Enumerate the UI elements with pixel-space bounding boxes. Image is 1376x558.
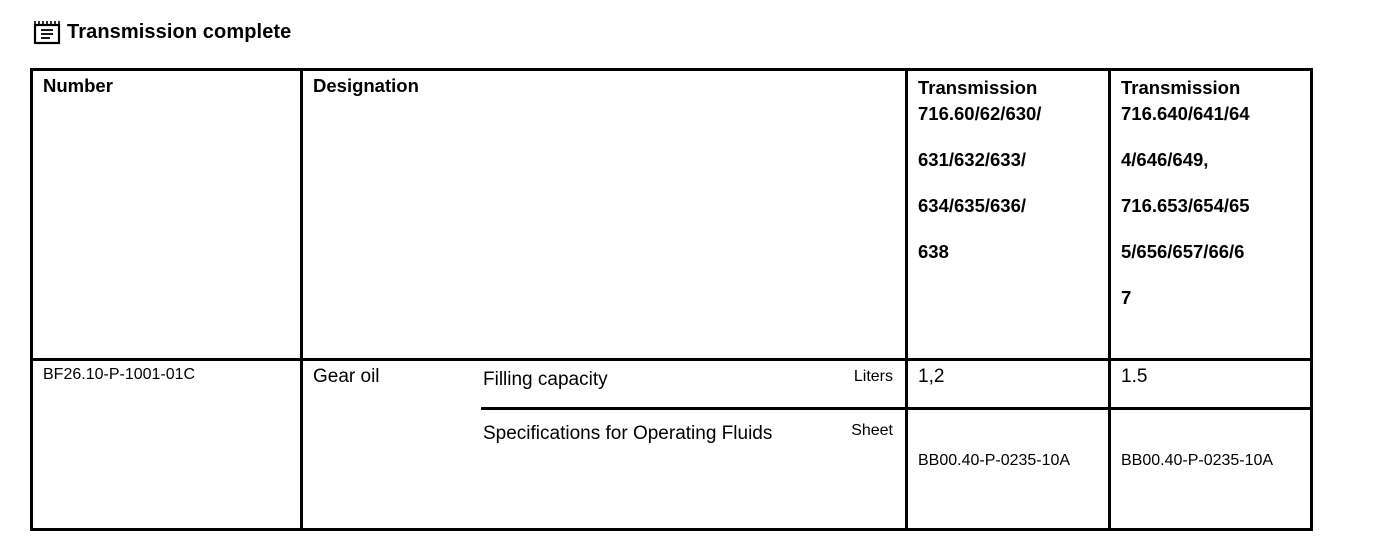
row-values-transmission-2: [1110, 360, 1312, 530]
row-designation-cell: [302, 360, 907, 530]
subrow-unit: Sheet: [851, 422, 893, 439]
subrow-specifications: [481, 410, 905, 528]
header-transmission-2-line: 5/656/657/66/6: [1121, 241, 1245, 262]
row-designation: Gear oil: [313, 366, 380, 387]
page-title: Transmission complete: [67, 20, 292, 43]
header-number: Number: [32, 70, 302, 360]
header-transmission-2-line: 716.640/641/64: [1121, 103, 1250, 124]
header-transmission-2-line: 716.653/654/65: [1121, 195, 1250, 216]
value-filling-capacity-2: 1.5: [1111, 361, 1310, 410]
header-transmission-2-line: 4/646/649,: [1121, 149, 1209, 170]
row-number: BF26.10-P-1001-01C: [32, 360, 302, 530]
document-icon: [33, 19, 61, 45]
header-row: [32, 70, 1312, 360]
table-row: [32, 360, 1312, 530]
header-transmission-1-line: 634/635/636/: [918, 195, 1027, 216]
header-designation: Designation: [302, 70, 907, 360]
header-transmission-1-line: 631/632/633/: [918, 149, 1027, 170]
page-title-row: [33, 17, 291, 47]
header-transmission-1-label: Transmission: [918, 77, 1038, 98]
value-spec-sheet-2: BB00.40-P-0235-10A: [1121, 452, 1274, 469]
header-transmission-2-label: Transmission: [1121, 77, 1241, 98]
value-filling-capacity-1: 1,2: [908, 361, 1108, 410]
row-values-transmission-1: [907, 360, 1110, 530]
subrow-filling-capacity: [481, 361, 905, 410]
subrow-unit: Liters: [853, 368, 893, 385]
value-spec-sheet-1: BB00.40-P-0235-10A: [918, 452, 1071, 469]
subrow-label: Specifications for Operating Fluids: [483, 423, 773, 444]
header-transmission-1-line: 716.60/62/630/: [918, 103, 1042, 124]
subrow-label: Filling capacity: [483, 369, 608, 390]
designation-subtable: [481, 361, 905, 528]
header-transmission-2-line: 7: [1121, 287, 1132, 308]
spec-table: [30, 68, 1313, 531]
header-transmission-2: [1110, 70, 1312, 360]
header-transmission-1-line: 638: [918, 241, 949, 262]
header-transmission-1: [907, 70, 1110, 360]
